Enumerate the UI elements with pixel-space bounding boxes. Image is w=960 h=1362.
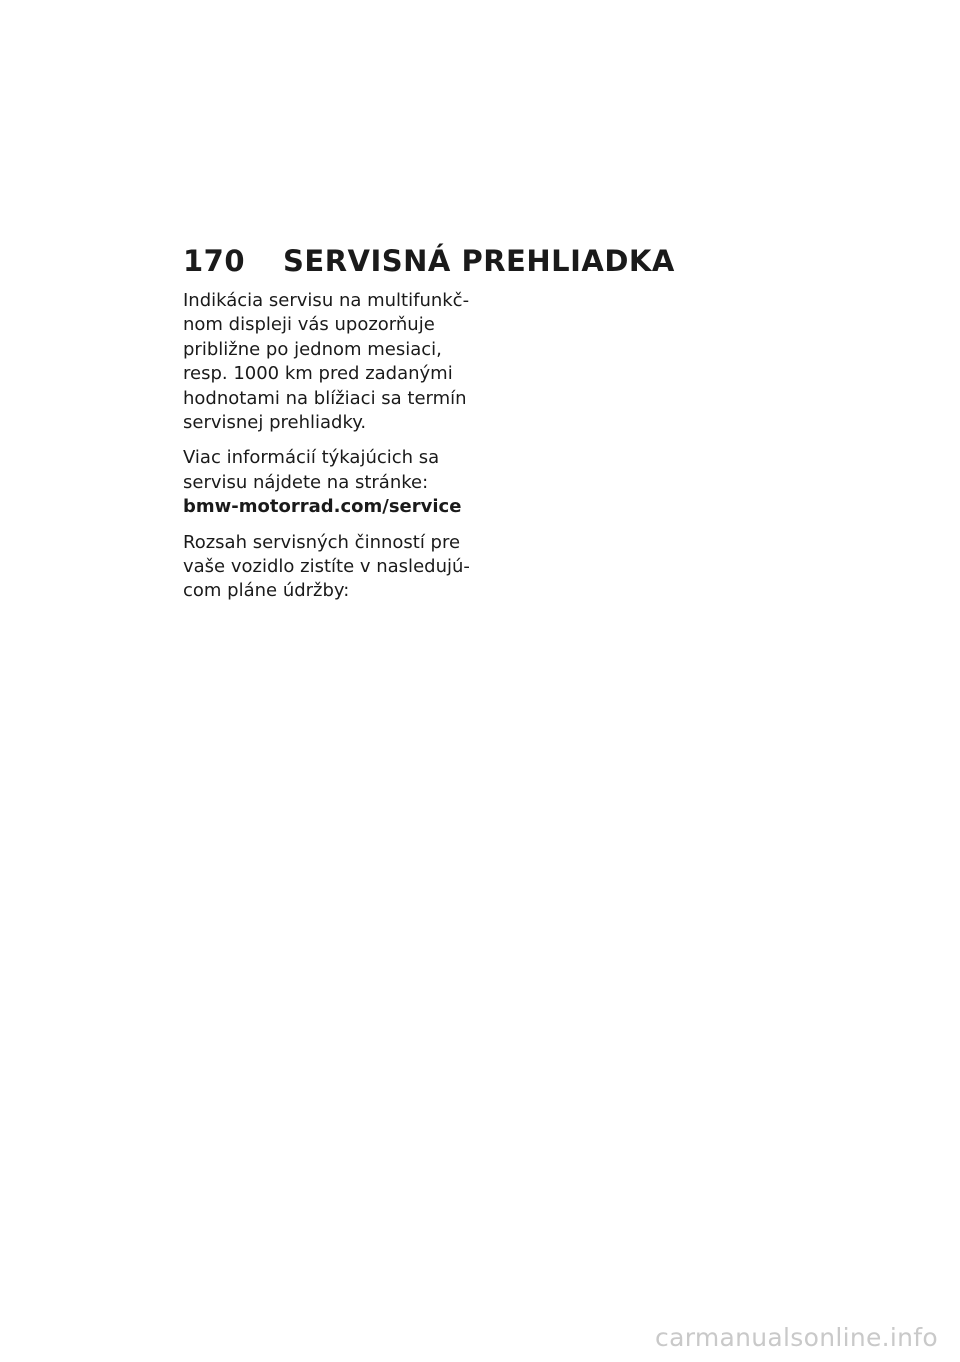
text-line: Rozsah servisných činností pre [183,531,461,553]
paragraph-more-info [183,446,462,519]
paragraph-maintenance-plan [183,531,470,604]
text-line: vaše vozidlo zistíte v nasledujú- [183,556,470,578]
page-number: 170 [183,244,246,278]
paragraph-service-indication [183,289,470,435]
text-line: servisu nájdete na stránke: [183,471,429,493]
body-text [183,289,470,615]
watermark-text: carmanualsonline.info [655,1323,938,1352]
text-line: Indikácia servisu na multifunkč- [183,290,470,311]
text-line: hodnotami na blížiaci sa termín [183,387,467,409]
section-title: SERVISNÁ PREHLIADKA [283,244,675,278]
text-line: resp. 1000 km pred zadanými [183,363,453,385]
text-line: približne po jednom mesiaci, [183,338,442,360]
text-line: com pláne údržby: [183,580,350,602]
text-line: servisnej prehliadky. [183,412,367,434]
text-line: nom displeji vás upozorňuje [183,314,435,336]
page-header [183,244,675,278]
text-line: Viac informácií týkajúcich sa [183,447,440,469]
service-website-link[interactable]: bmw-motorrad.com/service [183,496,462,518]
